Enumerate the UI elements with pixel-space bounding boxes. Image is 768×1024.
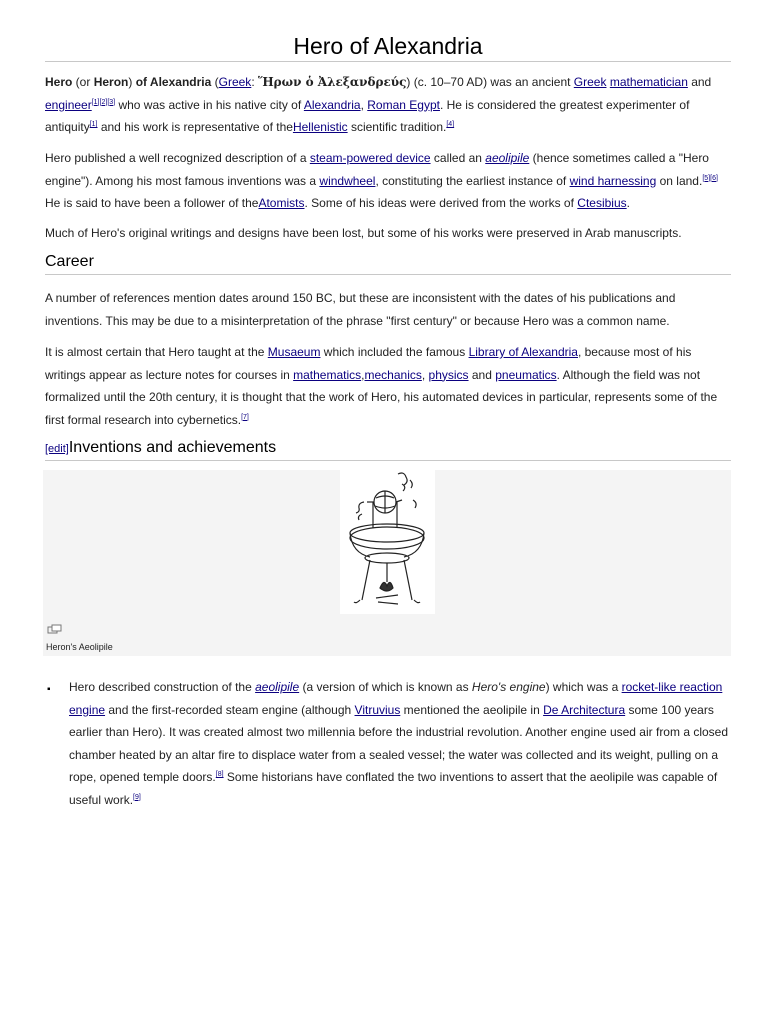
- text: who was active in his native city of: [115, 97, 304, 112]
- text: Some historians have conflated the two inventions to assert that the aeolipile was capable of useful work.: [69, 770, 718, 807]
- link-vitruvius[interactable]: Vitruvius: [354, 702, 401, 717]
- intro-paragraph-2: [45, 147, 735, 215]
- text: and the first-recorded steam engine (although: [105, 702, 355, 717]
- text: (: [211, 75, 219, 89]
- text: He is said to have been a follower of the: [45, 196, 259, 210]
- text: (or: [72, 75, 94, 89]
- text: ,: [421, 367, 429, 382]
- career-divider: [45, 274, 731, 275]
- figure-caption: Heron's Aeolipile: [46, 642, 113, 652]
- text: . He is considered the greatest experimenter of antiquity: [45, 97, 690, 134]
- page-title: Hero of Alexandria: [293, 33, 483, 59]
- link-mechanics[interactable]: mechanics: [364, 367, 422, 382]
- figure-aeolipile: [43, 470, 731, 656]
- citation-4[interactable]: [4]: [446, 121, 455, 128]
- text: :: [251, 75, 258, 89]
- text: ): [128, 75, 136, 89]
- link-de-architectura[interactable]: De Architectura: [543, 702, 626, 717]
- link-steam-powered-device[interactable]: steam-powered device: [309, 151, 431, 165]
- text: Hero described construction of the: [69, 680, 256, 694]
- link-mathematician[interactable]: mathematician: [609, 75, 688, 89]
- citation-6[interactable]: [6]: [710, 174, 718, 182]
- citation-5[interactable]: [5]: [702, 174, 711, 182]
- text: (hence sometimes called a "Hero engine"). Among his most famous inventions was a: [45, 151, 709, 188]
- text: and: [468, 367, 496, 382]
- link-physics[interactable]: physics: [428, 367, 469, 382]
- text: mentioned the aeolipile in: [400, 702, 544, 717]
- link-greeks[interactable]: Greek: [573, 75, 607, 89]
- link-wind-harnessing[interactable]: wind harnessing: [569, 173, 657, 188]
- link-rocket-like-reaction-engine[interactable]: rocket-like reaction engine: [69, 680, 723, 717]
- link-musaeum[interactable]: Musaeum: [267, 345, 321, 359]
- text: on land.: [656, 173, 703, 188]
- citation-3[interactable]: [3]: [107, 98, 116, 106]
- text: and: [687, 75, 712, 89]
- citation-2[interactable]: [2]: [99, 98, 108, 106]
- intro-paragraph-3: Much of Hero's original writings and designs have been lost, but some of his works were preserved in Arab manuscripts.: [45, 226, 682, 240]
- italic-text: Hero's engine: [471, 680, 546, 694]
- citation-8[interactable]: [8]: [215, 771, 224, 778]
- greek-name: Ἥρων ὁ Ἀλεξανδρεύς: [257, 75, 407, 89]
- text: Hero published a well recognized description of a: [45, 151, 310, 165]
- bold-text: Heron: [93, 75, 129, 89]
- link-pneumatics[interactable]: pneumatics: [495, 367, 557, 382]
- magnify-icon[interactable]: [47, 624, 63, 634]
- intro-paragraph-1: [45, 71, 735, 139]
- text: ,: [361, 367, 365, 382]
- link-mathematics[interactable]: mathematics: [293, 367, 362, 382]
- text: . Although the field was not formalized until the 20th century, it is thought that the work of Hero, his automated devices in particular, represents some of the first formal research into cybernetics.: [45, 367, 718, 427]
- text: scientific tradition.: [347, 120, 447, 134]
- link-aeolipile[interactable]: aeolipile: [255, 680, 300, 694]
- text: ) which was a: [545, 680, 622, 694]
- text: , constituting the earliest instance of: [375, 173, 570, 188]
- text: ) (c. 10–70 AD) was an ancient: [406, 75, 574, 89]
- title-divider: [45, 61, 731, 62]
- inventions-divider: [45, 460, 731, 461]
- bullet-marker: ▪: [47, 684, 51, 695]
- section-heading-text: Inventions and achievements: [68, 439, 277, 456]
- citation-7[interactable]: [7]: [241, 413, 249, 421]
- career-paragraph-2: [45, 341, 735, 431]
- aeolipile-illustration[interactable]: [340, 470, 435, 614]
- link-hellenistic[interactable]: Hellenistic: [292, 120, 348, 134]
- citation-9[interactable]: [9]: [133, 793, 141, 801]
- text: . Some of his ideas were derived from the works of: [304, 196, 578, 210]
- link-engineer[interactable]: engineer: [45, 97, 92, 112]
- text: called an: [430, 151, 486, 165]
- text: and his work is representative of the: [97, 120, 293, 134]
- link-ctesibius[interactable]: Ctesibius: [577, 196, 627, 210]
- text: (a version of which is known as: [299, 680, 472, 694]
- text: , because most of his writings appear as lecture notes for courses in: [45, 345, 692, 382]
- bold-text: of Alexandria: [135, 75, 212, 89]
- bullet-item-aeolipile: [69, 676, 733, 811]
- citation-1[interactable]: [1]: [89, 121, 98, 128]
- section-heading-inventions: [45, 438, 276, 459]
- text: some 100 years earlier than Hero). It was created almost two millennia before the industrial revolution. Another engine used air from a closed chamber heated by an altar fire to displace water from a sealed vessel; the water was collected and its weight, pulling on a rope, opened temple doors.: [69, 702, 729, 784]
- text: ,: [360, 97, 368, 112]
- link-greek-language[interactable]: Greek: [218, 75, 252, 89]
- link-windwheel[interactable]: windwheel: [319, 173, 376, 188]
- text: which included the famous: [320, 345, 469, 359]
- link-roman-egypt[interactable]: Roman Egypt: [367, 97, 440, 112]
- link-atomists[interactable]: Atomists: [258, 196, 305, 210]
- link-alexandria[interactable]: Alexandria: [303, 97, 361, 112]
- citation-1[interactable]: [1]: [91, 98, 100, 106]
- text: It is almost certain that Hero taught at the: [45, 345, 268, 359]
- edit-section-link[interactable]: [edit]: [45, 443, 69, 455]
- section-heading-career: Career: [45, 253, 94, 270]
- bold-text: Hero: [45, 75, 73, 89]
- link-aeolipile[interactable]: aeolipile: [485, 151, 530, 165]
- text: .: [626, 196, 630, 210]
- career-paragraph-1: A number of references mention dates around 150 BC, but these are inconsistent with the dates of his publications and inventions. This may be due to a misinterpretation of the phrase "first century" or because Hero was a common name.: [45, 291, 676, 328]
- link-library-of-alexandria[interactable]: Library of Alexandria: [468, 345, 578, 359]
- aeolipile-drawing: [340, 470, 435, 614]
